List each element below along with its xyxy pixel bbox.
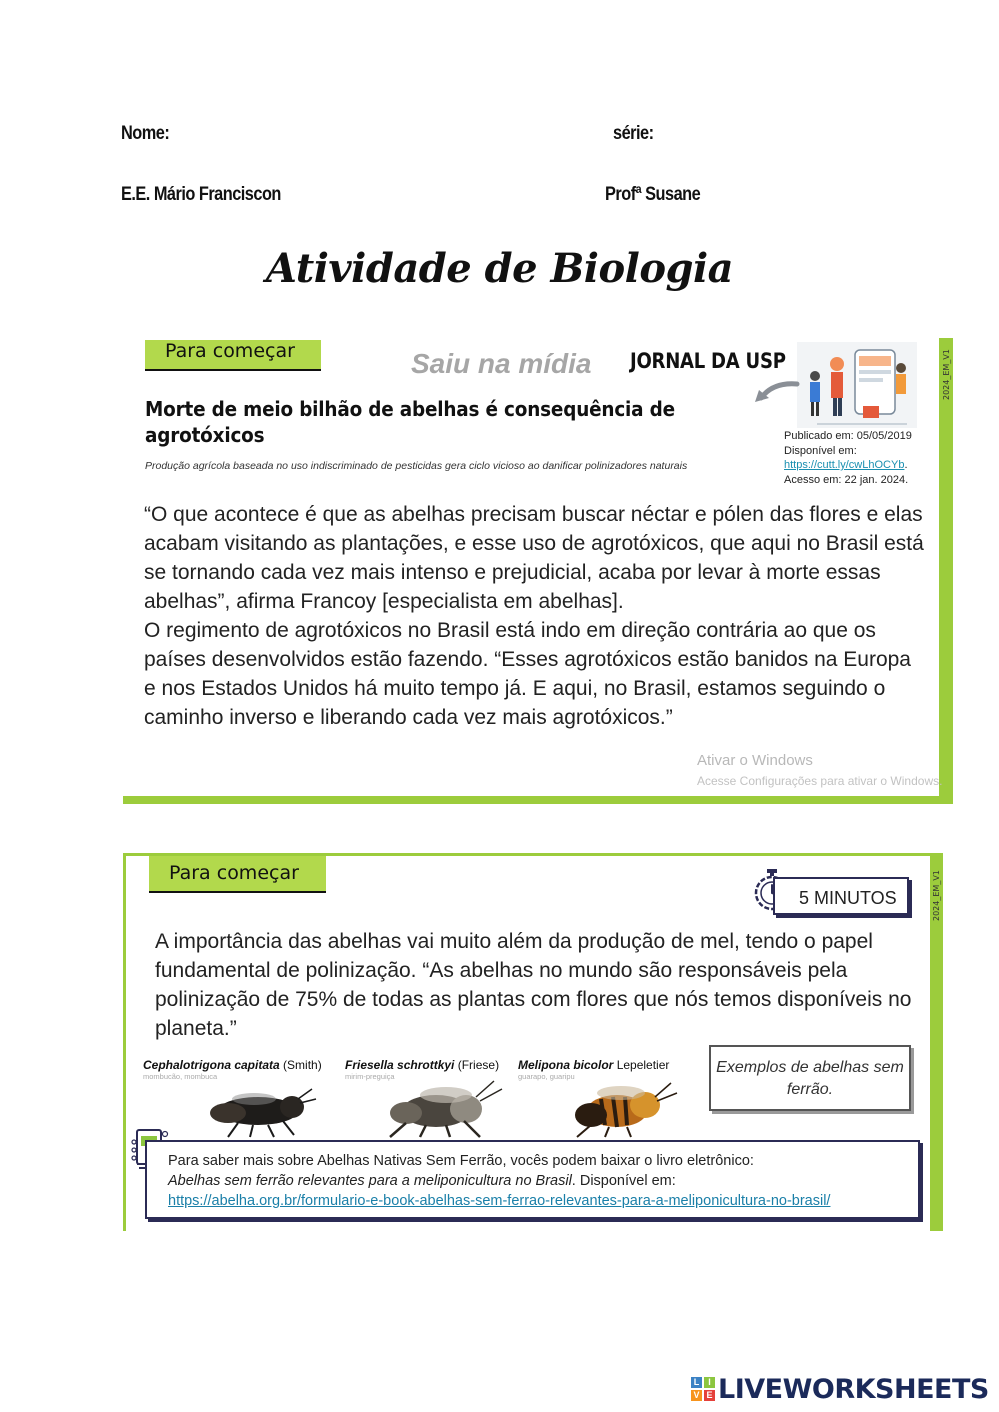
- saiu-na-midia-label: Saiu na mídia: [411, 348, 592, 379]
- page-title: Atividade de Biologia: [265, 245, 734, 292]
- source-name: JORNAL DA USP: [630, 349, 786, 373]
- logo-icon: L I V E: [691, 1377, 715, 1401]
- card-side-bar: [939, 338, 953, 804]
- card-bottom-bar: [123, 796, 953, 804]
- liveworksheets-logo[interactable]: [691, 1374, 989, 1404]
- ebook-link[interactable]: https://abelha.org.br/formulario-e-book-abelhas-sem-ferrao-relevantes-para-a-meliponicultura-no-brasil/: [168, 1193, 831, 1209]
- bee-species: Friesella schrottkyi: [345, 1058, 455, 1072]
- bee-species: Cephalotrigona capitata: [143, 1058, 280, 1072]
- available-label: Disponível em:: [784, 444, 857, 457]
- importance-text: A importância das abelhas vai muito além da produção de mel, tendo o papel fundamental de polinização. “As abelhas no mundo são responsáveis pela polinização de 75% de todas as plantas com flores que nós temos disponíveis no planeta.”: [155, 930, 912, 1040]
- source-link[interactable]: https://cutt.ly/cwLhOCYb: [784, 459, 905, 471]
- published-date: Publicado em: 05/05/2019: [784, 430, 912, 442]
- publication-info: Publicado em: 05/05/2019 Disponível em: https://cutt.ly/cwLhOCYb. Acesso em: 22 jan. 2024.: [784, 429, 934, 487]
- more-info-box: [145, 1140, 920, 1219]
- school-name: E.E. Mário Franciscon: [121, 184, 281, 205]
- teacher-name: Profª Susane: [605, 184, 701, 205]
- edition-tag: 2024_EM_V1: [932, 870, 941, 921]
- bee-photo-1: [198, 1081, 318, 1139]
- second-paragraph: O regimento de agrotóxicos no Brasil está indo em direção contrária ao que os países desenvolvidos estão fazendo. “Esses agrotóxicos estão banidos na Europa e nos Estados Unidos há muito tempo já. E aqui, no Brasil, estamos seguindo o caminho inverso e liberando cada vez mais agrotóxicos.”: [144, 619, 911, 729]
- bee-common-name: mirim-preguiça: [345, 1072, 395, 1081]
- name-label: Nome:: [121, 123, 170, 144]
- news-body: [144, 500, 924, 732]
- bee-author: (Smith): [283, 1058, 322, 1072]
- activation-watermark-text: Acesse Configurações para ativar o Windows.: [697, 774, 943, 788]
- news-subheadline: Produção agrícola baseada no uso indiscriminado de pesticidas gera ciclo vicioso ao danificar polinizadores naturais: [145, 460, 688, 472]
- bee-species: Melipona bicolor: [518, 1058, 614, 1072]
- grade-label: série:: [613, 123, 654, 144]
- bees-card: [123, 853, 943, 1231]
- examples-box: Exemplos de abelhas sem ferrão.: [709, 1045, 911, 1111]
- news-illustration: [797, 342, 917, 428]
- accessed-date: Acesso em: 22 jan. 2024.: [784, 473, 909, 486]
- activation-watermark-title: Ativar o Windows: [697, 752, 813, 769]
- book-title: Abelhas sem ferrão relevantes para a meliponicultura no Brasil: [168, 1173, 572, 1189]
- bee-author: Lepeletier: [616, 1058, 670, 1072]
- bee-common-name: mombucão, mombuca: [143, 1072, 218, 1081]
- quote-paragraph: “O que acontece é que as abelhas precisam buscar néctar e pólen das flores e elas acabam visitando as plantações, e esse uso de agrotóxicos, que aqui no Brasil está se tornando cada vez mais intenso e prejudicial, acaba por levar à morte essas abelhas”, afirma Francoy [especialista em abelhas].: [144, 503, 924, 613]
- news-headline: Morte de meio bilhão de abelhas é consequência de agrotóxicos: [145, 397, 675, 447]
- timer-badge: 5 MINUTOS: [773, 877, 909, 915]
- bee-author: (Friese): [457, 1058, 500, 1072]
- bee-1: [143, 1058, 343, 1081]
- edition-tag: 2024_EM_V1: [942, 349, 951, 400]
- arrow-icon: [753, 378, 801, 406]
- bee-common-name: guarapo, guaripu: [518, 1072, 575, 1081]
- section-tab: Para começar: [149, 856, 326, 893]
- brand-name: LIVEWORKSHEETS: [718, 1373, 989, 1405]
- bee-photo-3: [561, 1075, 681, 1139]
- section-tab: Para começar: [145, 340, 321, 371]
- info-intro: Para saber mais sobre Abelhas Nativas Sem Ferrão, vocês podem baixar o livro eletrônico:: [168, 1153, 754, 1169]
- info-available: . Disponível em:: [571, 1173, 676, 1189]
- news-card: [123, 338, 953, 804]
- bee-photo-2: [376, 1075, 506, 1139]
